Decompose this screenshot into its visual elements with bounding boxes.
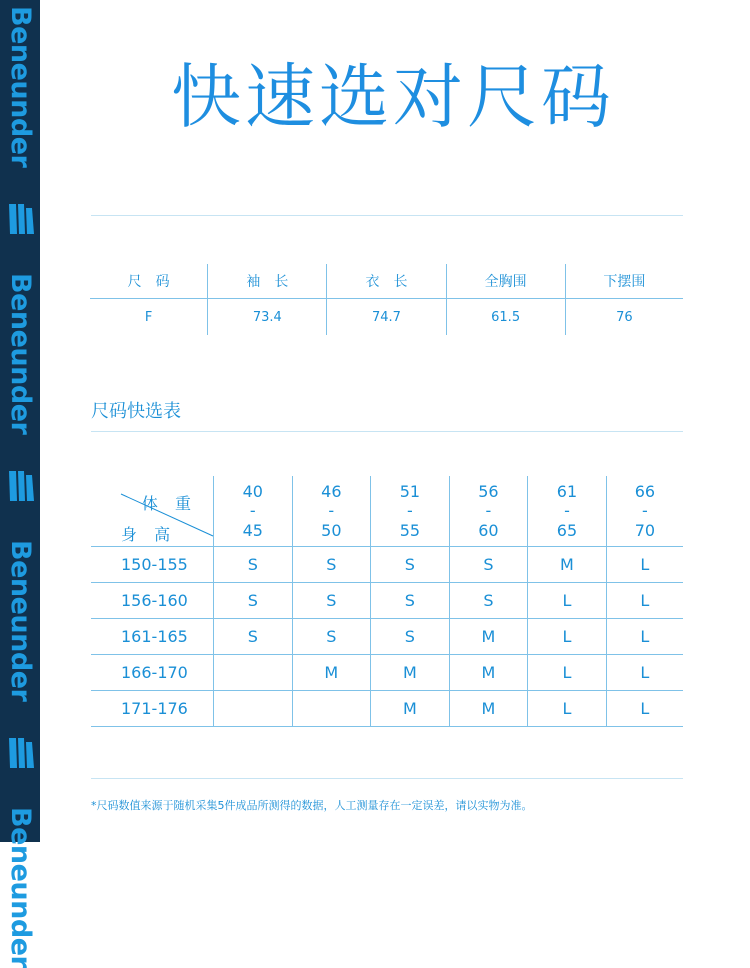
weight-range-header — [449, 476, 528, 547]
spec-cell: 73.4 — [208, 299, 327, 336]
size-cell: L — [606, 619, 683, 655]
size-cell: S — [292, 583, 371, 619]
size-cell: S — [371, 619, 450, 655]
spec-cell: F — [144, 309, 153, 325]
spec-header-row — [90, 264, 683, 299]
weight-range-to: 70 — [634, 520, 656, 540]
size-cell — [214, 655, 293, 691]
weight-range-from: 61 — [556, 481, 578, 501]
size-cell: S — [449, 583, 528, 619]
size-cell: L — [528, 691, 607, 727]
size-cell: S — [214, 547, 293, 583]
stripes-logo-icon — [8, 738, 34, 768]
weight-range-from: 56 — [478, 481, 499, 501]
spec-table — [90, 264, 683, 335]
weight-range-header — [606, 476, 683, 547]
brand-name: Beneunder — [5, 807, 36, 968]
size-cell: S — [214, 583, 293, 619]
height-range: 161-165 — [91, 619, 214, 655]
weight-range-to: 60 — [478, 520, 499, 540]
divider — [91, 431, 683, 432]
weight-range-header — [292, 476, 371, 547]
size-cell: S — [214, 619, 293, 655]
size-cell: S — [292, 547, 371, 583]
size-cell: M — [371, 655, 450, 691]
size-row — [91, 583, 683, 619]
weight-range-from: 40 — [242, 481, 263, 501]
height-range: 156-160 — [91, 583, 214, 619]
size-cell: M — [528, 547, 607, 583]
spec-header: 尺 码 — [90, 264, 208, 299]
size-cell: S — [371, 583, 450, 619]
corner-cell — [91, 476, 214, 547]
size-header-row — [91, 476, 683, 547]
spec-header: 全胸围 — [446, 264, 565, 299]
spec-cell: 74.7 — [327, 299, 446, 336]
size-cell: L — [606, 583, 683, 619]
size-cell — [214, 691, 293, 727]
weight-range-sep: - — [249, 501, 256, 521]
size-cell: L — [528, 619, 607, 655]
weight-range-sep: - — [641, 501, 648, 521]
weight-range-to: 65 — [556, 520, 578, 540]
size-row — [91, 619, 683, 655]
size-row — [91, 655, 683, 691]
size-cell: M — [449, 691, 528, 727]
weight-range-sep: - — [564, 501, 570, 521]
height-range: 171-176 — [91, 691, 214, 727]
height-range: 150-155 — [91, 547, 214, 583]
spec-cell: 61.5 — [446, 299, 565, 336]
size-cell: S — [449, 547, 528, 583]
spec-header: 袖 长 — [208, 264, 327, 299]
size-cell: L — [528, 655, 607, 691]
weight-axis-label: 体 重 — [141, 494, 197, 513]
weight-range-to: 45 — [242, 520, 263, 540]
brand-name: Beneunder — [5, 273, 36, 435]
weight-range-to: 55 — [399, 520, 421, 540]
footnote: *尺码数值来源于随机采集5件成品所测得的数据，人工测量存在一定误差，请以实物为准。 — [91, 799, 533, 812]
height-range: 166-170 — [91, 655, 214, 691]
weight-range-from: 46 — [321, 481, 342, 501]
weight-range-sep: - — [485, 501, 492, 521]
weight-range-header — [214, 476, 293, 547]
divider — [91, 215, 683, 216]
stripes-logo-icon — [8, 204, 34, 234]
spec-header: 下摆围 — [565, 264, 683, 299]
size-chart-title: 尺码快选表 — [91, 401, 181, 422]
size-row — [91, 691, 683, 727]
height-axis-label: 身 高 — [121, 525, 177, 544]
weight-range-from: 66 — [634, 481, 656, 501]
spec-header: 衣 长 — [327, 264, 446, 299]
size-cell — [292, 691, 371, 727]
weight-range-to: 50 — [321, 520, 342, 540]
size-cell: L — [606, 547, 683, 583]
divider — [91, 778, 683, 779]
spec-row — [90, 299, 683, 336]
stripes-logo-icon — [8, 471, 34, 501]
size-cell: M — [449, 655, 528, 691]
brand-name: Beneunder — [5, 6, 36, 168]
size-cell: L — [528, 583, 607, 619]
weight-range-sep: - — [328, 501, 335, 521]
page-title: 快速选对尺码 — [171, 56, 615, 138]
weight-range-sep: - — [406, 501, 413, 521]
weight-range-header — [528, 476, 607, 547]
size-cell: L — [606, 691, 683, 727]
size-cell: S — [292, 619, 371, 655]
weight-range-header — [371, 476, 450, 547]
spec-cell: 76 — [565, 299, 683, 336]
size-row — [91, 547, 683, 583]
weight-range-from: 51 — [399, 481, 421, 501]
corner-diagonal — [91, 476, 213, 546]
size-cell: L — [606, 655, 683, 691]
brand-name: Beneunder — [5, 540, 36, 702]
size-cell: M — [449, 619, 528, 655]
size-cell: M — [292, 655, 371, 691]
size-cell: S — [371, 547, 450, 583]
size-chart-table — [91, 476, 683, 727]
size-cell: M — [371, 691, 450, 727]
